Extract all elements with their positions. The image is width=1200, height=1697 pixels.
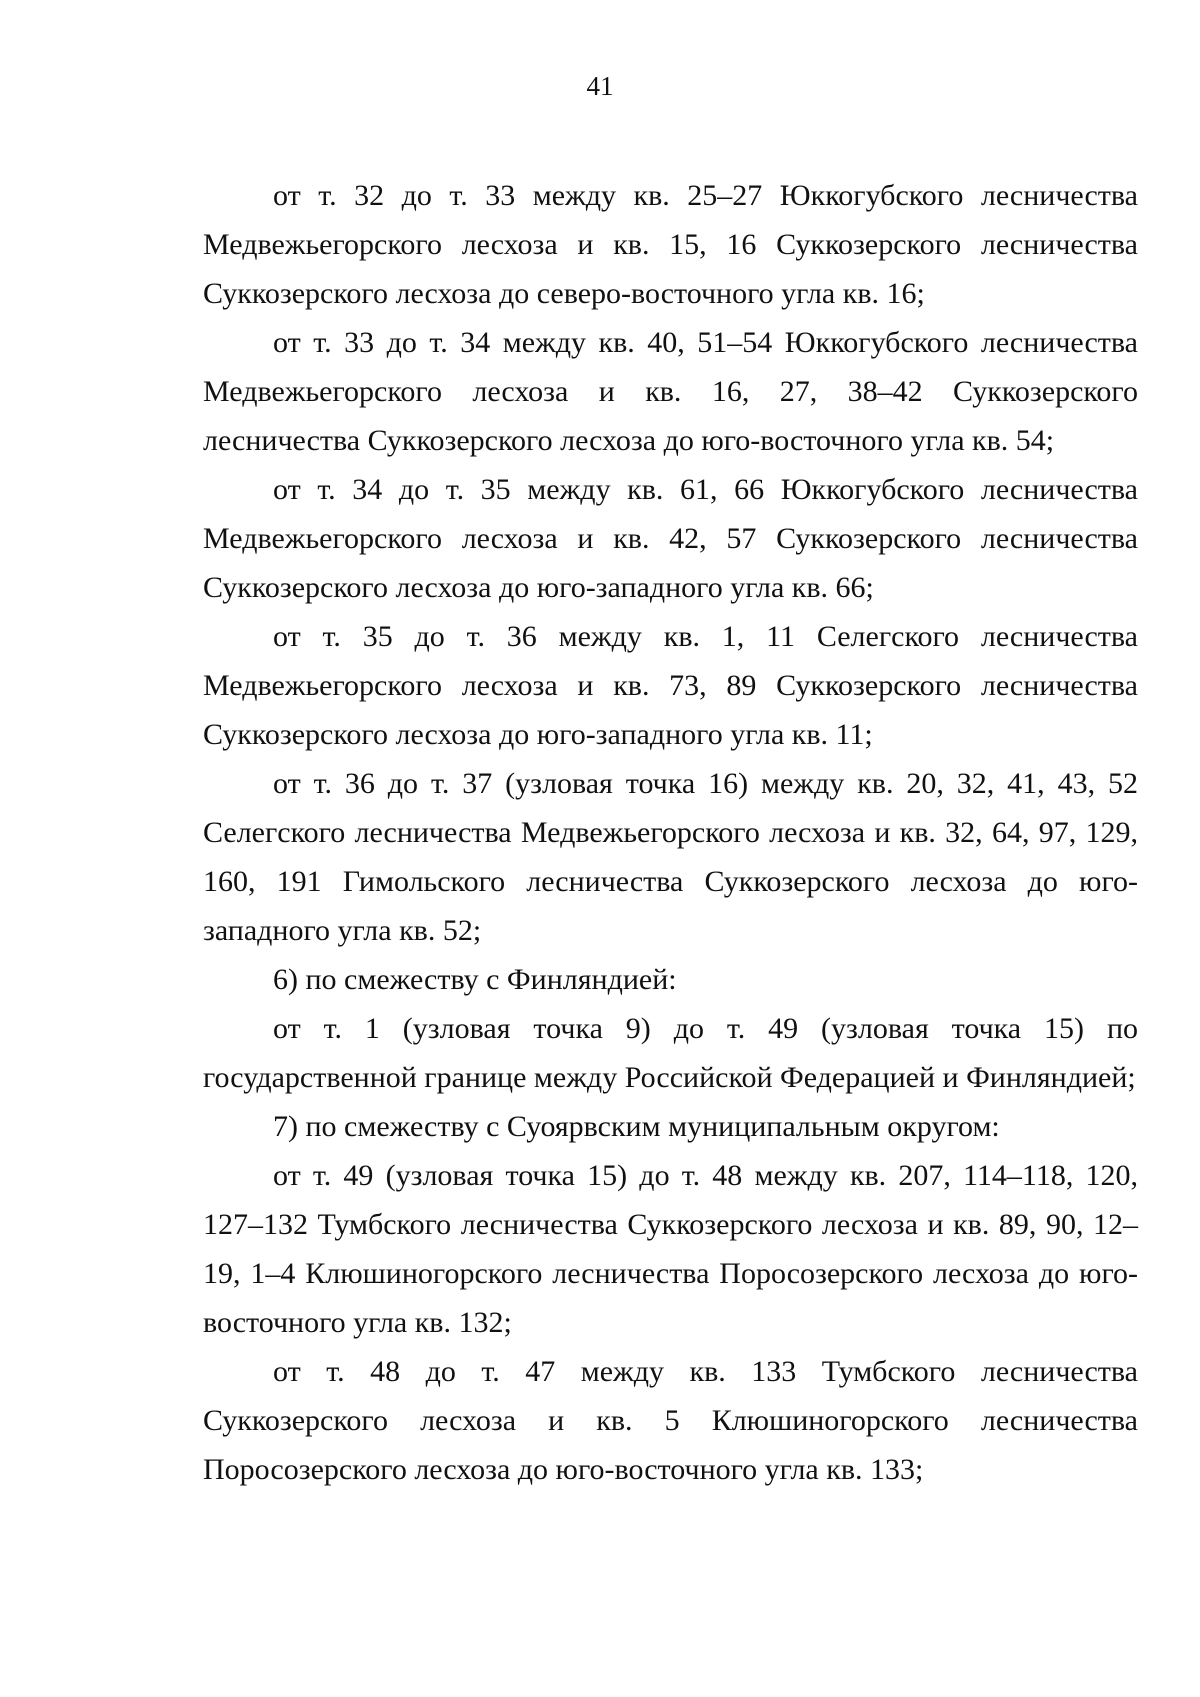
paragraph-boundary-48-47: от т. 48 до т. 47 между кв. 133 Тумбского лесничества Суккозерского лесхоза и кв. 5 Клюшиногорского лесничества Поросозерского лесхоза до юго-восточного угла кв. 133; (203, 1355, 1138, 1486)
page-number: 41 (586, 71, 614, 101)
document-body (203, 171, 1138, 1494)
section-heading-finland: 6) по смежеству с Финляндией: (273, 963, 677, 996)
paragraph-boundary-32-33: от т. 32 до т. 33 между кв. 25–27 Юккогубского лесничества Медвежьегорского лесхоза и кв. 15, 16 Суккозерского лесничества Суккозерского лесхоза до северо-восточного угла кв. 16; (203, 179, 1138, 310)
section-heading-suoyarvi: 7) по смежеству с Суоярвским муниципальным округом: (273, 1110, 1000, 1143)
paragraph-boundary-34-35: от т. 34 до т. 35 между кв. 61, 66 Юккогубского лесничества Медвежьегорского лесхоза и кв. 42, 57 Суккозерского лесничества Суккозерского лесхоза до юго-западного угла кв. 66; (203, 473, 1138, 604)
paragraph-boundary-35-36: от т. 35 до т. 36 между кв. 1, 11 Селегского лесничества Медвежьегорского лесхоза и кв. 73, 89 Суккозерского лесничества Суккозерского лесхоза до юго-западного угла кв. 11; (203, 620, 1138, 751)
paragraph-boundary-1-49: от т. 1 (узловая точка 9) до т. 49 (узловая точка 15) по государственной границе между Российской Федерацией и Финляндией; (203, 1012, 1138, 1094)
paragraph-boundary-49-48: от т. 49 (узловая точка 15) до т. 48 между кв. 207, 114–118, 120, 127–132 Тумбского лесничества Суккозерского лесхоза и кв. 89, 90, 12–19, 1–4 Клюшиногорского лесничества Поросозерского лесхоза до юго-восточного угла кв. 132; (203, 1159, 1138, 1339)
paragraph-boundary-36-37: от т. 36 до т. 37 (узловая точка 16) между кв. 20, 32, 41, 43, 52 Селегского лесничества Медвежьегорского лесхоза и кв. 32, 64, 97, 129, 160, 191 Гимольского лесничества Суккозерского лесхоза до юго-западного угла кв. 52; (203, 767, 1138, 947)
paragraph-boundary-33-34: от т. 33 до т. 34 между кв. 40, 51–54 Юккогубского лесничества Медвежьегорского лесхоза и кв. 16, 27, 38–42 Суккозерского лесничества Суккозерского лесхоза до юго-восточного угла кв. 54; (203, 326, 1138, 457)
